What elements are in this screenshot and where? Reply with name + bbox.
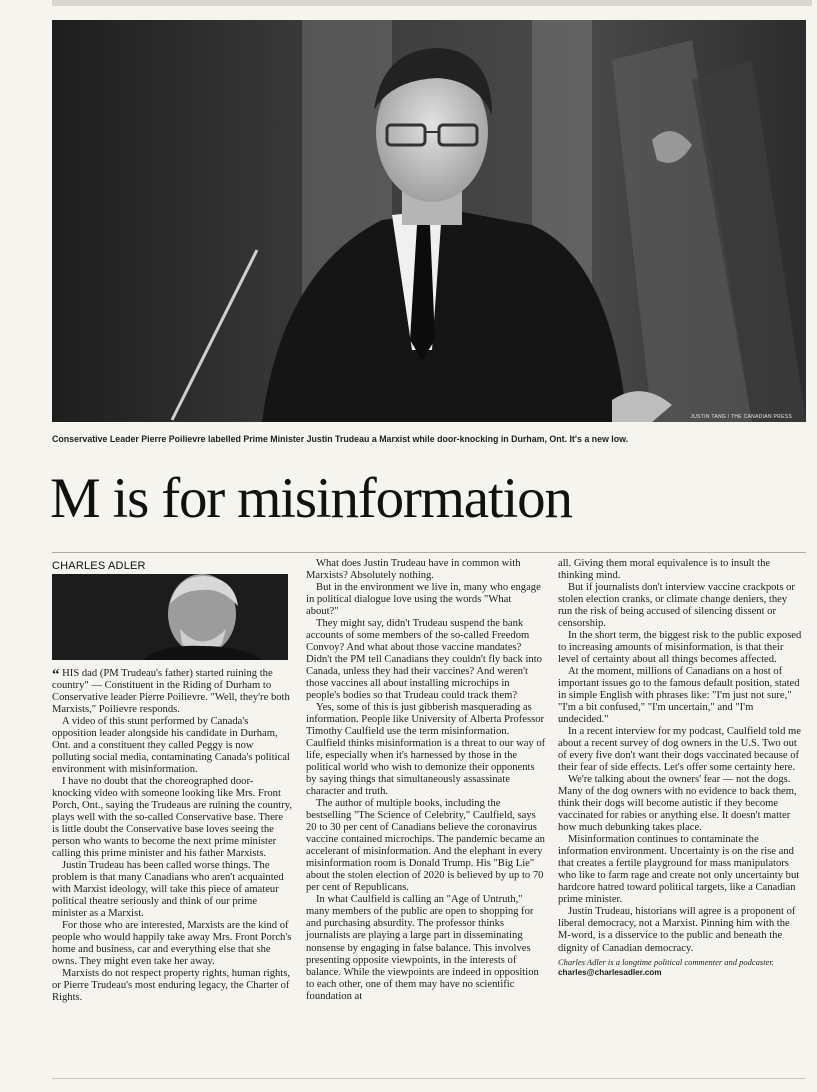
article-column-1 <box>52 668 292 1004</box>
paragraph: Yes, some of this is just gibberish masquerading as information. People like University of Alberta Professor Timothy Caulfield use the term misinformation. Caulfield thinks misinformation is a threat to our way of life, especially when it's harnessed by those in the political world who wish to demonize their opponents by saying things that simultaneously assassinate character and truth. <box>306 702 546 798</box>
paragraph: Justin Trudeau, historians will agree is a proponent of liberal democracy, not a Marxist. Pinning him with the M-word, is a disservice to the public and beneath the dignity of Canadian democracy. <box>558 906 796 954</box>
paragraph: But in the environment we live in, many who engage in political dialogue love using the words "What about?" <box>306 582 541 618</box>
paragraph: In a recent interview for my podcast, Caulfield told me about a recent survey of dog owners in the U.S. Two out of every five don't want their dogs vaccinated because of their fear of side effects. Let's offer some certainty here. <box>558 726 801 774</box>
photo-caption: Conservative Leader Pierre Poilievre labelled Prime Minister Justin Trudeau a Marxist while door-knocking in Durham, Ont. It's a new low. <box>52 434 629 445</box>
paragraph: What does Justin Trudeau have in common with Marxists? Absolutely nothing. <box>306 558 521 582</box>
photo-credit: JUSTIN TANG / THE CANADIAN PRESS <box>690 414 792 420</box>
paragraph: Justin Trudeau has been called worse things. The problem is that many Canadians who aren't acquainted with Marxist ideology, will take this piece of amateur political theatre seriously and think of our prime minister as a Marxist. <box>52 860 284 920</box>
byline: CHARLES ADLER <box>52 560 146 572</box>
paragraph: But if journalists don't interview vaccine crackpots or stolen election cranks, or climate change deniers, they run the risk of being accused of silencing dissent or censorship. <box>558 582 795 630</box>
lead-photo-image <box>52 20 806 422</box>
paragraph: A video of this stunt performed by Canada's opposition leader alongside his candidate in Durham, Ont. and a constituent they called Peggy is now polluting social media, contaminating Canada's political environment with misinformation. <box>52 716 290 776</box>
top-rule <box>52 0 812 6</box>
article-column-3 <box>558 558 802 977</box>
paragraph: Marxists do not respect property rights, human rights, or Pierre Trudeau's most enduring legacy, the Charter of Rights. <box>52 968 291 1004</box>
author-email-link[interactable]: charles@charlesadler.com <box>558 968 662 978</box>
divider <box>52 552 806 553</box>
paragraph: all. Giving them moral equivalence is to insult the thinking mind. <box>558 558 771 582</box>
author-portrait-image <box>52 574 288 660</box>
headline: M is for misinformation <box>50 467 572 530</box>
paragraph: Misinformation continues to contaminate the information environment. Uncertainty is on the rise and that creates a fertile playground for mass manipulators who like to farm rage and create not only uncertainty but hardcore hatred toward political targets, like a Canadian prime minister. <box>558 834 800 906</box>
paragraph: The author of multiple books, including the bestselling "The Science of Celebrity," Caulfield, says 20 to 30 per cent of Canadians believe the coronavirus vaccine contained microchips. The pandemic became an accelerant of misinformation. And the elephant in every misinformation room is Donald Trump. His "Big Lie" about the stolen election of 2020 is believed by up to 70 per cent of Republicans. <box>306 798 545 894</box>
paragraph: We're talking about the owners' fear — not the dogs. Many of the dog owners with no evidence to back them, think their dogs will become autistic if they become vaccinated for rabies or anything else. It doesn't matter how much debunking takes place. <box>558 774 797 834</box>
paragraph: At the moment, millions of Canadians on a host of important issues go to the famous default position, stated in simple English with phrases like: "I'm just not sure," "I'm a bit confused," "I'm uncertain," and "I'm undecided." <box>558 666 800 726</box>
bottom-rule <box>52 1078 806 1079</box>
quote-mark-icon: “ <box>52 667 60 683</box>
paragraph: For those who are interested, Marxists are the kind of people who would happily take away Mrs. Front Porch's home and business, car and everything else that she owns. They might even take her away. <box>52 920 292 968</box>
article-column-2 <box>306 558 546 1003</box>
paragraph: I have no doubt that the choreographed door-knocking video with someone looking like Mrs. Front Porch, Ont., saying the Trudeaus are ruining the country, plays well with the so-called Conservative base. There is little doubt the Conservative base loves seeing the person who wants to become the next prime minister calling this prime minister and his father Marxists. <box>52 776 292 860</box>
paragraph: In what Caulfield is calling an "Age of Untruth," many members of the public are open to shopping for and purchasing absurdity. The professor thinks journalists are playing a large part in disseminating nonsense by engaging in false balance. This involves presenting opposite viewpoints, in the interests of balance. While the viewpoints are indeed in opposition to each other, one of them may have no scientific foundation at <box>306 894 539 1002</box>
lead-photo <box>52 20 806 422</box>
paragraph: They might say, didn't Trudeau suspend the bank accounts of some members of the so-called Freedom Convoy? And what about those vaccine mandates? Didn't the PM tell Canadians they couldn't fly back into Canada, unless they had their vaccines? And weren't those vaccines all about installing microchips in people's bodies so that Trudeau could track them? <box>306 618 542 702</box>
author-photo <box>52 574 288 660</box>
opening-quote-text: HIS dad (PM Trudeau's father) started ruining the country" — Constituent in the Riding of Durham to Conservative leader Pierre Poilievre. "Well, they're both Marxists," Poilievre responds. <box>52 668 290 716</box>
author-bio: Charles Adler is a longtime political commenter and podcaster. <box>558 956 774 967</box>
paragraph: In the short term, the biggest risk to the public exposed to increasing amounts of misinformation, is that their level of certainty about all things becomes affected. <box>558 630 802 666</box>
paragraph <box>52 668 292 716</box>
